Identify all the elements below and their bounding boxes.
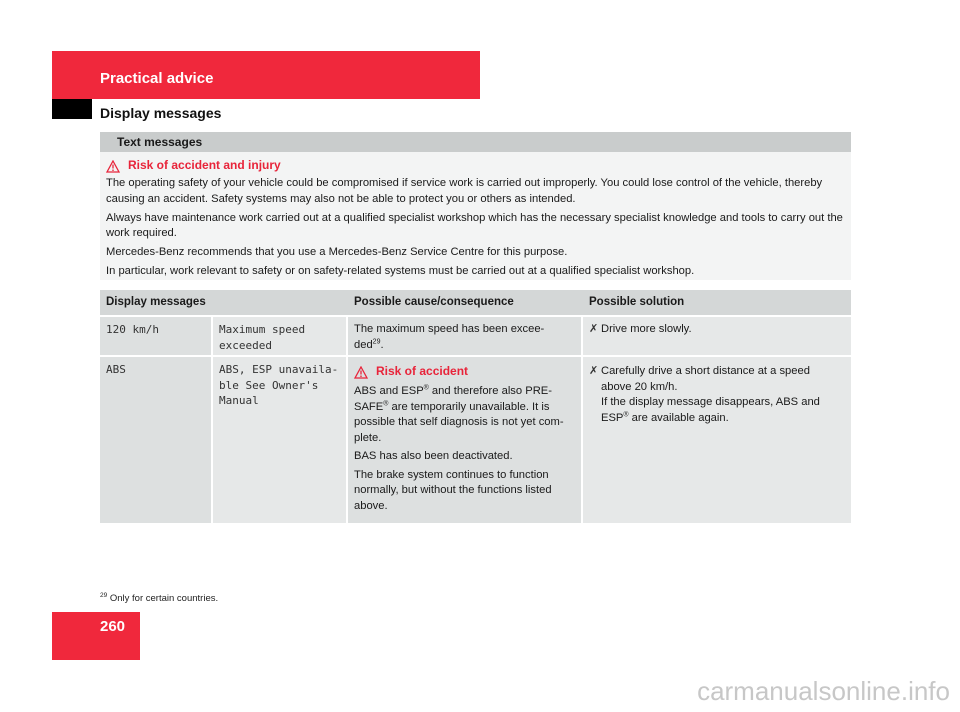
- text-messages-heading: Text messages: [100, 132, 851, 152]
- registered-mark: ®: [623, 410, 629, 418]
- table-row: [100, 357, 851, 525]
- footnote: [100, 593, 218, 604]
- solution-cell: [583, 357, 851, 523]
- message-code: ABS: [100, 357, 213, 523]
- cause-text: SAFE: [354, 400, 384, 413]
- table-row: [100, 317, 851, 357]
- text-messages-body: [100, 152, 851, 280]
- footnote-ref: 29: [372, 337, 381, 345]
- warning-line: [106, 158, 847, 174]
- section-title: Practical advice: [100, 70, 214, 87]
- registered-mark: ®: [383, 399, 389, 407]
- page-number: 260: [100, 618, 126, 635]
- page-number-box: [52, 612, 140, 660]
- column-header-display-messages: Display messages: [106, 296, 206, 308]
- warning-paragraph: The operating safety of your vehicle could be compromised if service work is carried out improperly. You could lose control of the vehicle, thereby causing an accident. Safety systems may also not be able to protect you or others as intended.: [106, 177, 823, 205]
- cause-text: ABS and ESP: [354, 385, 424, 397]
- table-header: [100, 290, 851, 317]
- warning-title: Risk of accident and injury: [128, 158, 281, 173]
- message-text: Maximum speed exceeded: [213, 317, 348, 355]
- footnote-text: Only for certain countries.: [107, 593, 219, 604]
- registered-mark: ®: [423, 384, 429, 392]
- warning-title: Risk of accident: [376, 364, 469, 379]
- text-messages-box: [100, 132, 851, 280]
- page-subtitle: Display messages: [100, 105, 222, 121]
- column-header-solution: Possible solution: [589, 296, 685, 308]
- warning-paragraph: In particular, work relevant to safety or on safety-related systems must be carried out at a qualified specialist workshop.: [106, 264, 695, 277]
- warning-triangle-icon: [354, 366, 368, 379]
- cause-paragraph: [354, 384, 577, 446]
- solution-item: [589, 364, 847, 426]
- cause-paragraph: BAS has also been deactivated.: [354, 450, 513, 462]
- bullet-arrow-icon: ✗: [589, 365, 599, 377]
- footnote-number: 29: [100, 591, 108, 599]
- cause-cell: [348, 357, 583, 523]
- cause-text: The maximum speed has been excee- ded: [354, 323, 545, 351]
- cause-end: .: [380, 338, 384, 351]
- solution-item: [589, 322, 847, 338]
- cause-cell: [348, 317, 583, 355]
- cause-paragraph: The brake system continues to function normally, but without the functions listed above.: [354, 468, 552, 512]
- solution-text: Drive more slowly.: [601, 323, 692, 335]
- cause-text: are temporarily unavailable. It is possible that self diagnosis is not yet com-plete.: [354, 400, 564, 444]
- warning-paragraph: Mercedes-Benz recommends that you use a Mercedes-Benz Service Centre for this purpose.: [106, 246, 568, 259]
- bullet-arrow-icon: ✗: [589, 323, 599, 335]
- message-code: 120 km/h: [100, 317, 213, 355]
- header-tab-marker: [52, 99, 92, 119]
- solution-text-part: are available again.: [628, 411, 729, 424]
- solution-text-part: Carefully drive a short distance at a speed above 20 km/h. If the display message disappears, ABS and ESP: [601, 365, 820, 424]
- solution-cell: [583, 317, 851, 355]
- solution-text: [601, 364, 820, 426]
- warning-triangle-icon: [106, 160, 120, 173]
- display-messages-table: [100, 290, 851, 521]
- watermark: carmanualsonline.info: [697, 676, 950, 706]
- message-text: ABS, ESP unavaila- ble See Owner's Manual: [213, 357, 348, 523]
- warning-line: [354, 364, 577, 380]
- warning-paragraph: Always have maintenance work carried out at a qualified specialist workshop which has the necessary specialist knowledge and tools to carry out the work required.: [106, 211, 843, 240]
- column-header-cause: Possible cause/consequence: [354, 296, 514, 308]
- cause-text: and therefore also PRE-: [428, 385, 552, 397]
